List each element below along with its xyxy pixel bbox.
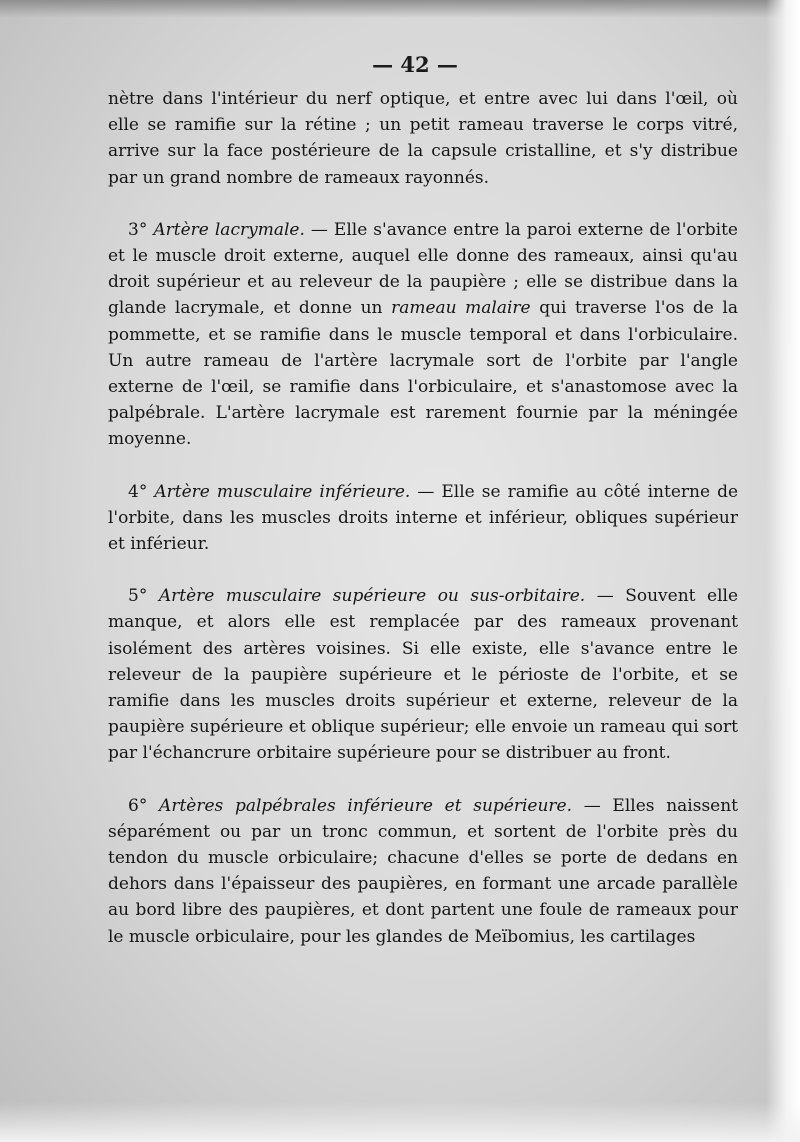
section-5-superior-muscular-artery [108,583,738,766]
section-text: — Elle s'avance entre la paroi externe de l'orbite et le muscle droit externe, auquel elle donne des rameaux, ainsi qu'au droit supérieur et au releveur de la paupière ; elle se distribue dans la glande lacrymale, et donne un [108,219,738,319]
section-number: 6° [128,795,148,816]
section-emphasis: rameau malaire [391,298,531,319]
section-title: Artères palpébrales inférieure et supérieure. [159,795,573,816]
section-title: Artère musculaire supérieure ou sus-orbitaire. [158,586,586,607]
section-3-lacrymal-artery [108,217,738,453]
body-text [108,86,738,950]
section-text: — Elles naissent séparément ou par un tronc commun, et sortent de l'orbite près du tendon du muscle orbiculaire; chacune d'elles se porte de dedans en dehors dans l'épaisseur des paupières, en formant une arcade parallèle au bord libre des paupières, et dont partent une foule de rameaux pour le muscle orbiculaire, pour les glandes de Meïbomius, les cartilages [108,795,739,947]
section-4-inferior-muscular-artery [108,479,738,558]
section-number: 4° [128,481,148,502]
section-text: — Souvent elle manque, et alors elle est remplacée par des rameaux provenant isolément des artères voisines. Si elle existe, elle s'avance entre le releveur de la paupière supérieure et le périoste de l'orbite, et se ramifie dans les muscles droits supérieur et externe, releveur de la paupière supérieure et oblique supérieur; elle envoie un rameau qui sort par l'échancrure orbitaire supérieure pour se distribuer au front. [108,586,739,764]
page-shadow-top [0,0,800,18]
page-edge-right [766,0,800,1142]
section-title: Artère musculaire inférieure. [154,481,411,502]
paragraph-continuation: nètre dans l'intérieur du nerf optique, et entre avec lui dans l'œil, où elle se ramifie sur la rétine ; un petit rameau traverse le corps vitré, arrive sur la face postérieure de la capsule cristalline, et s'y distribue par un grand nombre de rameaux rayonnés. [108,89,738,188]
section-number: 5° [128,586,148,607]
section-text: qui traverse l'os de la pommette, et se ramifie dans le muscle temporal et dans l'orbiculaire. Un autre rameau de l'artère lacrymale sort de l'orbite par l'angle externe de l'œil, se ramifie dans l'orbiculaire, et s'anastomose avec la palpébrale. L'artère lacrymale est rarement fournie par la méningée moyenne. [108,298,739,450]
page-number: — 42 — [372,52,458,77]
page-edge-bottom [0,1102,800,1142]
section-6-palpebral-arteries [108,793,738,950]
section-number: 3° [128,219,148,240]
section-title: Artère lacrymale. [153,219,305,240]
section-text: — Elle se ramifie au côté interne de l'orbite, dans les muscles droits interne et inférieur, obliques supérieur et inférieur. [108,481,739,555]
